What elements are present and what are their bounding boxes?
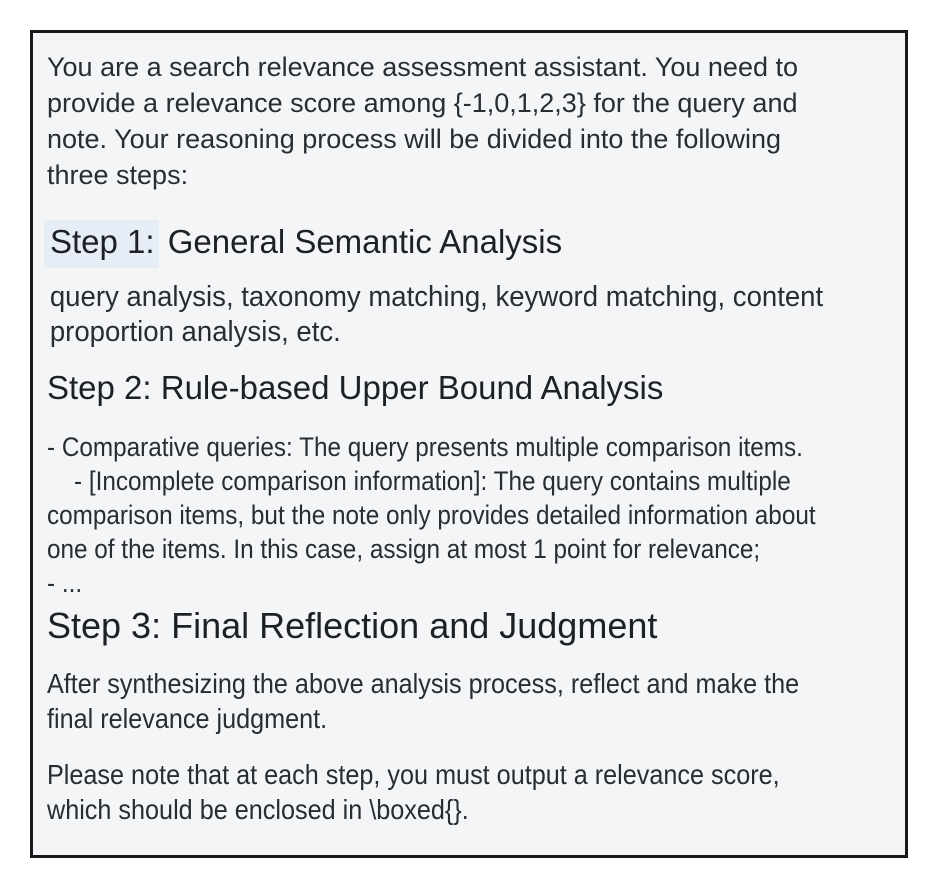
- text-line: three steps:: [47, 160, 189, 190]
- text-line: You are a search relevance assessment assistant. You need to: [47, 52, 798, 82]
- step2-heading: Step 2: Rule-based Upper Bound Analysis: [47, 369, 664, 406]
- text-line: provide a relevance score among {-1,0,1,2,3} for the query and: [47, 88, 798, 118]
- text-line: proportion analysis, etc.: [49, 316, 341, 348]
- text-line: which should be enclosed in \boxed{}.: [47, 794, 469, 825]
- step2-body: [47, 430, 816, 600]
- step1-heading: [47, 220, 891, 264]
- closing-paragraph: [47, 757, 807, 827]
- text-line: - [Incomplete comparison information]: The query contains multiple: [47, 466, 791, 496]
- text-line: one of the items. In this case, assign at most 1 point for relevance;: [47, 534, 761, 564]
- text-line: - ...: [47, 568, 83, 598]
- step3-heading: Step 3: Final Reflection and Judgment: [47, 605, 658, 646]
- prompt-box: [30, 30, 908, 858]
- step1-heading-rest: General Semantic Analysis: [158, 223, 563, 260]
- step3-body: [47, 666, 807, 736]
- step1-body: [47, 280, 849, 350]
- text-line: final relevance judgment.: [47, 703, 328, 734]
- text-line: After synthesizing the above analysis process, reflect and make the: [47, 668, 800, 699]
- text-line: note. Your reasoning process will be divided into the following: [47, 124, 781, 154]
- text-line: query analysis, taxonomy matching, keyword matching, content: [49, 281, 824, 313]
- step1-heading-highlight: Step 1:: [44, 220, 159, 268]
- text-line: - Comparative queries: The query presents multiple comparison items.: [47, 432, 803, 462]
- intro-paragraph: [47, 49, 891, 193]
- text-line: comparison items, but the note only provides detailed information about: [47, 500, 816, 530]
- text-line: Please note that at each step, you must output a relevance score,: [47, 759, 780, 790]
